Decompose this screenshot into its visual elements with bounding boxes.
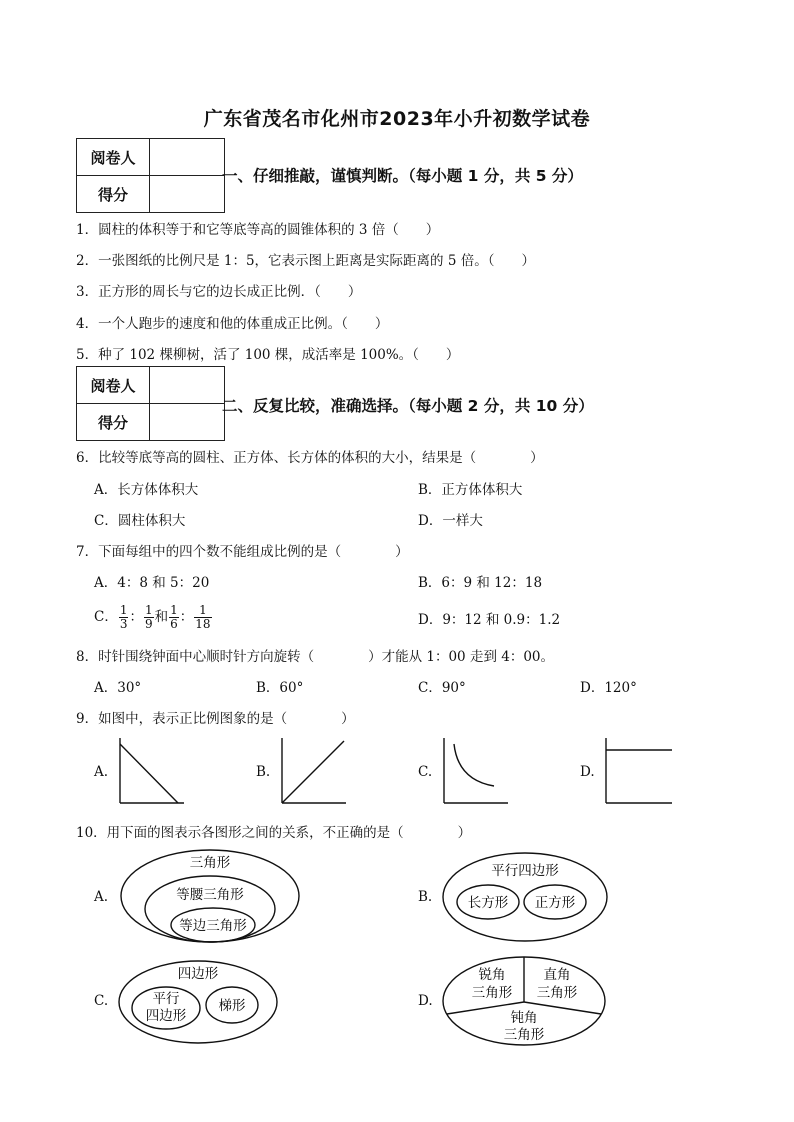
question-10: 10．用下面的图表示各图形之间的关系，不正确的是（ ） <box>76 825 472 841</box>
tl-label-line1: 锐角 <box>478 967 506 983</box>
increasing-line <box>282 741 344 803</box>
q10-diagram-b <box>440 850 610 944</box>
q8-option-d[interactable]: D．120° <box>580 680 637 696</box>
q8-option-b[interactable]: B．60° <box>256 680 304 696</box>
left-label-line2: 四边形 <box>145 1008 187 1024</box>
left-label: 长方形 <box>467 895 509 911</box>
right-label: 正方形 <box>534 895 576 911</box>
reviewer-cell[interactable] <box>150 139 225 176</box>
b-label-line2: 三角形 <box>503 1027 545 1043</box>
score-cell[interactable] <box>150 176 225 213</box>
score-table-1 <box>76 138 225 213</box>
q6-option-a[interactable]: A．长方体体积大 <box>94 482 199 498</box>
q10-option-d-label[interactable]: D. <box>418 993 433 1009</box>
question-5: 5．种了 102 棵柳树，活了 100 棵，成活率是 100%。（ ） <box>76 347 460 363</box>
right-label: 梯形 <box>218 998 246 1014</box>
score-cell[interactable] <box>150 404 225 441</box>
left-label-line1: 平行 <box>152 991 180 1007</box>
question-8: 8．时针围绕钟面中心顺时针方向旋转（ ）才能从 1：00 走到 4：00。 <box>76 649 554 665</box>
score-label: 得分 <box>77 404 150 441</box>
q9-option-d-label[interactable]: D. <box>580 764 595 780</box>
score-table-2 <box>76 366 225 441</box>
q9-graph-c <box>442 736 512 806</box>
tr-label-line1: 直角 <box>543 967 571 983</box>
q6-option-c[interactable]: C．圆柱体积大 <box>94 513 186 529</box>
page-title: 广东省茂名市化州市2023年小升初数学试卷 <box>203 108 591 130</box>
fraction: $\frac{1}{3}$ <box>119 603 128 631</box>
q7-option-c-label: C． <box>94 609 118 625</box>
question-7: 7．下面每组中的四个数不能组成比例的是（ ） <box>76 544 409 560</box>
inner-label: 等边三角形 <box>179 918 247 934</box>
q8-option-c[interactable]: C．90° <box>418 680 466 696</box>
tl-label-line2: 三角形 <box>471 985 513 1001</box>
q9-graph-a <box>118 736 188 806</box>
q8-option-a[interactable]: A．30° <box>94 680 142 696</box>
outer-label: 平行四边形 <box>491 863 559 879</box>
q9-graph-b <box>280 736 350 806</box>
q9-graph-d <box>604 736 676 806</box>
middle-label: 等腰三角形 <box>176 887 244 903</box>
q6-option-b[interactable]: B．正方体体积大 <box>418 482 523 498</box>
q9-option-a-label[interactable]: A. <box>94 764 109 780</box>
question-1: 1．圆柱的体积等于和它等底等高的圆锥体积的 3 倍（ ） <box>76 222 440 238</box>
q10-option-c-label[interactable]: C. <box>94 993 109 1009</box>
outer-label: 四边形 <box>177 966 219 982</box>
outer-label: 三角形 <box>189 855 231 871</box>
b-label-line1: 钝角 <box>510 1010 538 1026</box>
q10-diagram-c <box>116 958 281 1048</box>
section1-heading: 一、仔细推敲，谨慎判断。（每小题 1 分，共 5 分） <box>222 167 583 185</box>
reviewer-label: 阅卷人 <box>77 139 150 176</box>
hyperbola-curve <box>454 744 494 786</box>
question-9: 9．如图中，表示正比例图象的是（ ） <box>76 711 355 727</box>
reviewer-label: 阅卷人 <box>77 367 150 404</box>
decreasing-line <box>120 744 178 803</box>
question-6: 6．比较等底等高的圆柱、正方体、长方体的体积的大小，结果是（ ） <box>76 450 544 466</box>
q9-option-b-label[interactable]: B. <box>256 764 271 780</box>
tr-label-line2: 三角形 <box>536 985 578 1001</box>
question-4: 4．一个人跑步的速度和他的体重成正比例。（ ） <box>76 316 389 332</box>
q10-diagram-a <box>118 846 303 946</box>
q10-option-b-label[interactable]: B. <box>418 889 433 905</box>
q10-diagram-d <box>440 954 608 1048</box>
question-2: 2．一张图纸的比例尺是 1：5，它表示图上距离是实际距离的 5 倍。（ ） <box>76 253 535 269</box>
fraction: $\frac{1}{18}$ <box>195 603 211 631</box>
q10-option-a-label[interactable]: A. <box>94 889 109 905</box>
q7-option-b[interactable]: B．6：9 和 12：18 <box>418 575 543 591</box>
q6-option-d[interactable]: D．一样大 <box>418 513 483 529</box>
q7-option-c[interactable]: C． $\frac{1}{3}$ ： $\frac{1}{9}$ 和 $\frac{1}{6}$ ： $\frac{1}{18}$ <box>94 603 211 631</box>
reviewer-cell[interactable] <box>150 367 225 404</box>
q9-option-c-label[interactable]: C. <box>418 764 433 780</box>
question-3: 3．正方形的周长与它的边长成正比例．（ ） <box>76 284 362 300</box>
section2-heading: 二、反复比较，准确选择。（每小题 2 分，共 10 分） <box>222 397 594 415</box>
fraction: $\frac{1}{9}$ <box>144 603 153 631</box>
score-label: 得分 <box>77 176 150 213</box>
fraction: $\frac{1}{6}$ <box>170 603 178 631</box>
q7-option-a[interactable]: A．4：8 和 5：20 <box>94 575 210 591</box>
q7-option-d[interactable]: D．9：12 和 0.9：1.2 <box>418 612 561 628</box>
